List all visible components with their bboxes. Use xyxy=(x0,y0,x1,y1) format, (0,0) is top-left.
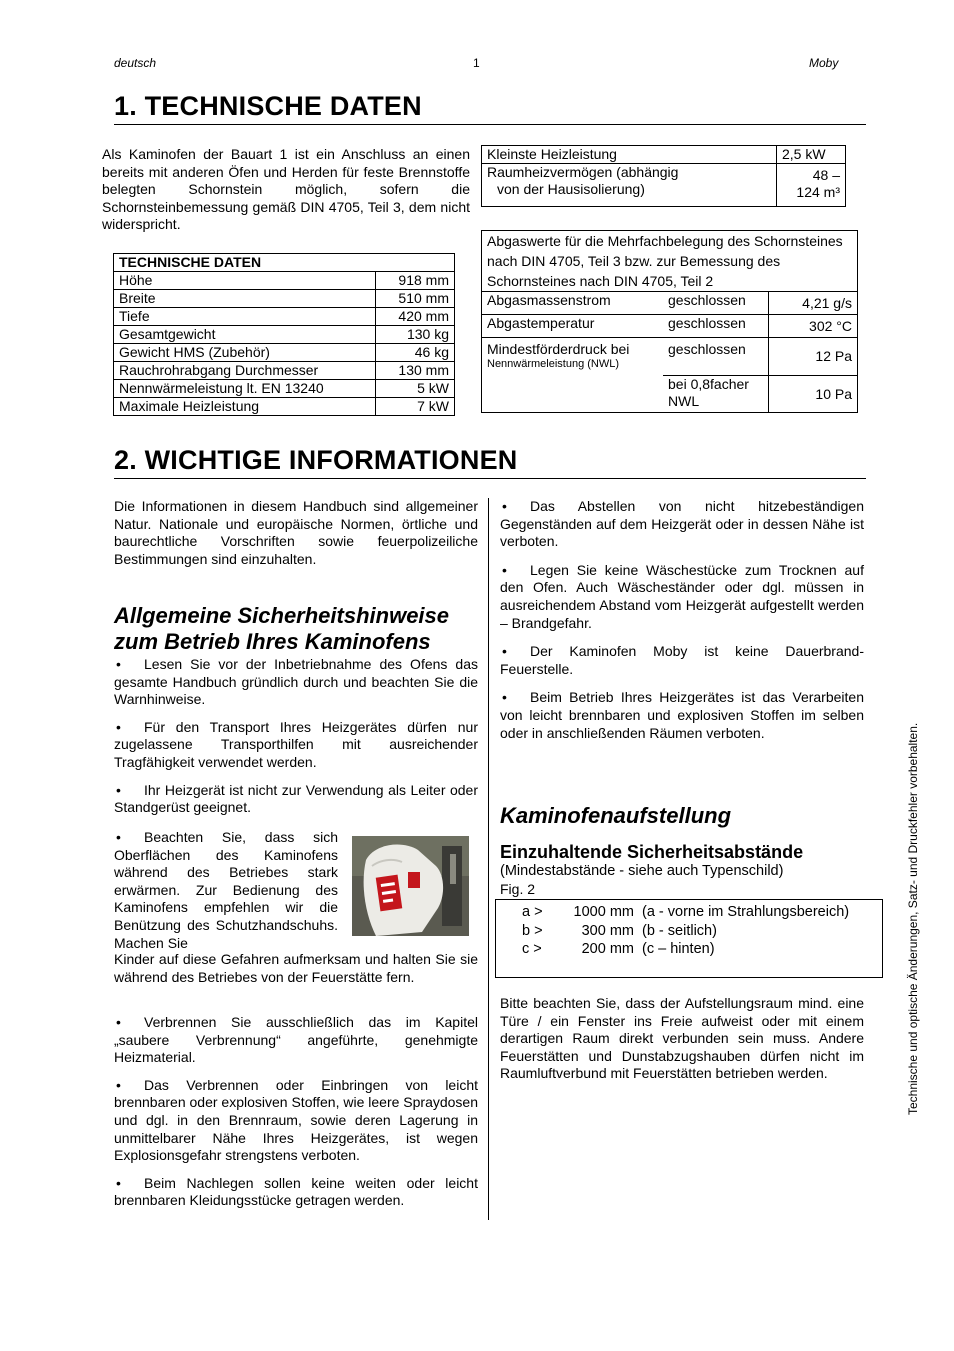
bullet-dot: • xyxy=(116,1014,121,1030)
distances-note: (Mindestabstände - siehe auch Typenschild) xyxy=(500,863,784,879)
tech-data-value: 130 mm xyxy=(376,362,455,380)
exhaust-table xyxy=(481,230,858,413)
tech-data-value: 130 kg xyxy=(376,326,455,344)
exhaust-draft-label: Mindestförderdruck bei Nennwärmeleistung (NWL) xyxy=(482,338,664,413)
protective-glove-photo xyxy=(352,836,469,936)
bullet-dot: • xyxy=(116,781,121,798)
bullet-text: Lesen Sie vor der Inbetriebnahme des Ofens das gesamte Handbuch gründlich durch und beachten Sie die Warnhinweise. xyxy=(114,656,478,708)
bullet-item xyxy=(114,1014,478,1067)
bullet-item xyxy=(114,1077,478,1165)
header-product: Moby xyxy=(809,56,839,70)
header-language: deutsch xyxy=(114,56,157,70)
tech-data-label: Tiefe xyxy=(114,308,376,326)
exhaust-draft-cond: geschlossen xyxy=(663,338,769,376)
tech-data-label: Gewicht HMS (Zubehör) xyxy=(114,344,376,362)
tech-data-row xyxy=(114,272,455,290)
left-bullets-2 xyxy=(114,1014,478,1220)
bullet-text: Das Abstellen von nicht hitzebeständigen Gegenständen auf dem Heizgerät oder in dessen Nähe ist verboten. xyxy=(500,498,864,550)
exhaust-partial-cond: bei 0,8facher NWL xyxy=(663,376,769,413)
page-number: 1 xyxy=(473,56,480,70)
bullet-dot: • xyxy=(116,718,121,735)
bullet-text: Das Verbrennen oder Einbringen von leicht brennbaren oder explosiven Stoffen, wie leere Spraydosen und dgl. in den Brennraum, sowie deren Lagerung in unmittelbarer Nähe Ihres Heizgerätes, ist wegen Explosionsgefahr strengstens verboten. xyxy=(114,1076,478,1164)
exhaust-temp-cond: geschlossen xyxy=(663,315,769,338)
bullet-dot: • xyxy=(502,689,507,706)
bullet-item xyxy=(114,719,478,772)
tech-data-label: Höhe xyxy=(114,272,376,290)
bullet-item xyxy=(500,498,864,551)
exhaust-mass-cond: geschlossen xyxy=(663,292,769,315)
column-divider xyxy=(488,498,489,1220)
bullet-item xyxy=(500,562,864,632)
distance-desc: (c – hinten) xyxy=(642,941,715,957)
exhaust-mass-value: 4,21 g/s xyxy=(769,292,858,315)
bullet-dot: • xyxy=(116,656,121,672)
bullet-item xyxy=(114,1175,478,1210)
bullet-text: Ihr Heizgerät ist nicht zur Verwendung als Leiter oder Standgerüst geeignet. xyxy=(114,781,478,816)
tech-data-value: 420 mm xyxy=(376,308,455,326)
tech-data-value: 918 mm xyxy=(376,272,455,290)
distance-value: 200 mm xyxy=(581,941,634,957)
tech-data-row xyxy=(114,326,455,344)
distance-value: 1000 mm xyxy=(573,904,634,920)
exhaust-header: Abgaswerte für die Mehrfachbelegung des Schornsteines nach DIN 4705, Teil 3 bzw. zur Bemessung des Schornsteines nach DIN 4705, Teil 2 xyxy=(482,231,858,292)
heat-min-label: Kleinste Heizleistung xyxy=(482,146,777,164)
distance-row xyxy=(522,922,882,941)
heat-table xyxy=(481,145,846,207)
bullet-item xyxy=(500,689,864,742)
exhaust-temp-value: 302 °C xyxy=(769,315,858,338)
tech-data-row xyxy=(114,308,455,326)
figure-label: Fig. 2 xyxy=(500,881,536,897)
distance-row xyxy=(522,940,882,959)
setup-closing-text: Bitte beachten Sie, dass der Aufstellungsraum mind. eine Türe / ein Fenster ins Freie aufweist oder mit einem derartigen Raum direkt verbunden sein muss. Andere Feuerstätten und Dunstabzugshauben dürfen nicht im Raumluftverbund mit Feuerstätten betrieben werden. xyxy=(500,995,864,1082)
exhaust-temp-label: Abgastemperatur xyxy=(482,315,664,338)
tech-data-row xyxy=(114,290,455,308)
section-2-title: 2. WICHTIGE INFORMATIONEN xyxy=(114,444,866,479)
tech-data-label: Maximale Heizleistung xyxy=(114,398,376,416)
tech-data-row xyxy=(114,362,455,380)
distances-box xyxy=(495,899,883,978)
glove-bullet-cont: Kinder auf diese Gefahren aufmerksam und halten Sie sie während des Betriebes von der Feuerstätte fern. xyxy=(114,951,478,985)
section-1-intro: Als Kaminofen der Bauart 1 ist ein Anschluss an einen bereits mit anderen Öfen und Herden für feste Brennstoffe belegten Schornstein möglich, sofern die Schornsteinbemessung gemäß DIN 4705, Teil 3, dem nicht widerspricht. xyxy=(102,146,470,233)
right-bullets xyxy=(500,498,864,753)
bullet-dot: • xyxy=(502,498,507,514)
tech-data-value: 7 kW xyxy=(376,398,455,416)
bullet-dot: • xyxy=(116,1076,121,1093)
section-2-intro: Die Informationen in diesem Handbuch sind allgemeiner Natur. Nationale und europäische Normen, örtliche und baurechtliche Vorschriften sowie feuerpolizeiliche Bestimmungen sind einzuhalten. xyxy=(114,498,478,567)
tech-data-value: 46 kg xyxy=(376,344,455,362)
exhaust-partial-value: 10 Pa xyxy=(769,376,858,413)
setup-heading: Kaminofenaufstellung xyxy=(500,803,732,828)
left-bullets xyxy=(114,656,478,827)
bullet-dot: • xyxy=(502,561,507,578)
distances-heading: Einzuhaltende Sicherheitsabstände xyxy=(500,842,804,862)
tech-data-value: 510 mm xyxy=(376,290,455,308)
bullet-text: Beim Betrieb Ihres Heizgerätes ist das Verarbeiten von leicht brennbaren und explosiven Stoffen im selben oder in anschließenden Räumen verboten. xyxy=(500,689,864,741)
bullet-dot: • xyxy=(502,643,507,660)
safety-subheading: Allgemeine Sicherheitshinweise zum Betrieb Ihres Kaminofens xyxy=(114,603,450,654)
bullet-dot: • xyxy=(116,1174,121,1191)
distance-key: b > xyxy=(522,922,543,939)
tech-data-table xyxy=(113,253,455,416)
side-disclaimer: Technische und optische Änderungen, Satz- und Druckfehler vorbehalten. xyxy=(906,722,920,1115)
tech-data-value: 5 kW xyxy=(376,380,455,398)
glove-bullet: • Beachten Sie, dass sich Oberflächen des Kaminofens während des Betriebes stark erwärmen. Zur Bedienung des Kaminofens empfehlen wir die Benützung des Schutzhandschuhs. Machen Sie xyxy=(114,829,338,951)
tech-data-label: Gesamtgewicht xyxy=(114,326,376,344)
heat-capacity-value: 48 – 124 m³ xyxy=(777,164,846,207)
bullet-item xyxy=(500,643,864,678)
exhaust-mass-label: Abgasmassenstrom xyxy=(482,292,664,315)
distance-desc: (a - vorne im Strahlungsbereich) xyxy=(642,904,850,920)
heat-capacity-label: Raumheizvermögen (abhängig von der Hausisolierung) xyxy=(482,164,777,207)
tech-data-row xyxy=(114,380,455,398)
bullet-text: Legen Sie keine Wäschestücke zum Trocknen auf den Ofen. Auch Wäscheständer oder dgl. müssen in ausreichendem Abstand vom Heizgerät aufgestellt werden – Brandgefahr. xyxy=(500,561,864,631)
bullet-item xyxy=(114,656,478,709)
tech-data-row xyxy=(114,398,455,416)
tech-data-label: Breite xyxy=(114,290,376,308)
tech-data-label: Nennwärmeleistung lt. EN 13240 xyxy=(114,380,376,398)
bullet-text: Für den Transport Ihres Heizgerätes dürfen nur zugelassene Transporthilfen mit ausreichender Tragfähigkeit verwendet werden. xyxy=(114,718,478,770)
tech-data-row xyxy=(114,344,455,362)
bullet-text: Der Kaminofen Moby ist keine Dauerbrand-Feuerstelle. xyxy=(500,643,864,677)
tech-data-label: Rauchrohrabgang Durchmesser xyxy=(114,362,376,380)
bullet-text: Beim Nachlegen sollen keine weiten oder leicht brennbaren Kleidungsstücke getragen werden. xyxy=(114,1174,478,1209)
heat-min-value: 2,5 kW xyxy=(777,146,846,164)
tech-data-header: TECHNISCHE DATEN xyxy=(114,254,455,272)
exhaust-draft-value: 12 Pa xyxy=(769,338,858,376)
bullet-item xyxy=(114,782,478,817)
distance-value: 300 mm xyxy=(581,922,634,939)
distance-key: c > xyxy=(522,941,542,957)
bullet-text: Verbrennen Sie ausschließlich das im Kapitel „saubere Verbrennung“ angeführte, genehmigte Heizmaterial. xyxy=(114,1014,478,1066)
distance-desc: (b - seitlich) xyxy=(642,922,717,939)
distance-row xyxy=(522,903,882,922)
distance-key: a > xyxy=(522,904,543,920)
section-1-title: 1. TECHNISCHE DATEN xyxy=(114,90,866,125)
